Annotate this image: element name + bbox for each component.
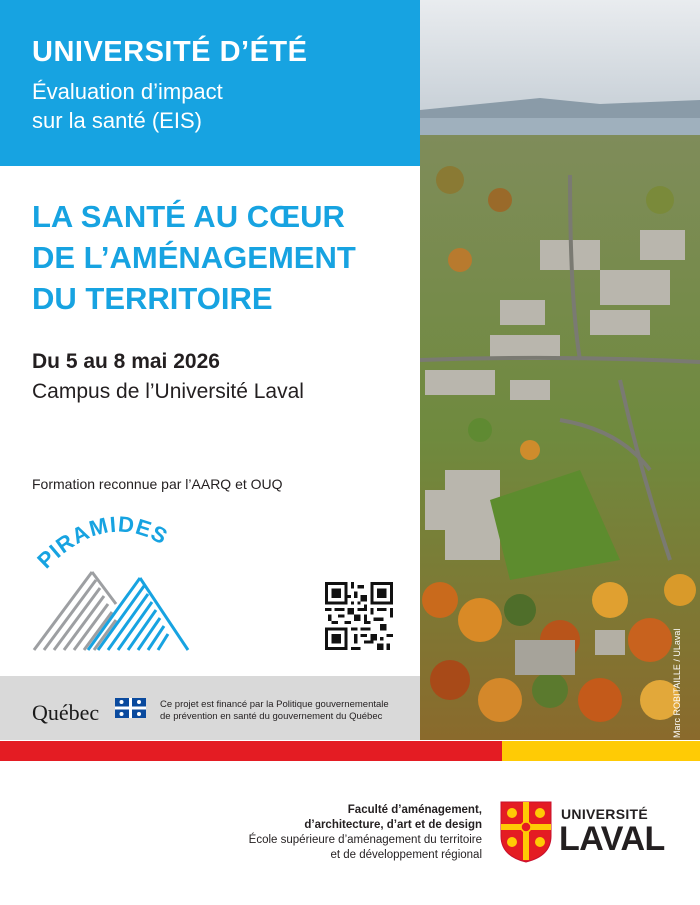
red-stripe (0, 741, 502, 761)
headline-line: DE L’AMÉNAGEMENT (32, 240, 356, 275)
faculty-name: Faculté d’aménagement, (347, 804, 482, 816)
headline-line: LA SANTÉ AU CŒUR (32, 199, 345, 234)
university-wordmark: LAVAL (559, 820, 665, 858)
subtitle-line: sur la santé (EIS) (32, 108, 202, 133)
school-name: et de développement régional (330, 849, 482, 861)
funding-line: de prévention en santé du gouvernement du Québec (160, 711, 383, 722)
yellow-stripe (502, 741, 700, 761)
school-name: École supérieure d’aménagement du territoire (248, 834, 482, 846)
photo-credit: Marc ROBITAILLE / ULaval (672, 628, 682, 738)
svg-text:PIRAMIDES (32, 511, 172, 573)
faculty-name: d’architecture, d’art et de design (304, 819, 482, 831)
headline (32, 196, 412, 319)
quebec-wordmark: Québec (32, 700, 100, 725)
ulaval-crest-icon (499, 800, 553, 864)
subtitle-line: Évaluation d’impact (32, 79, 223, 104)
logo-wordmark: PIRAMIDES (32, 511, 173, 574)
funding-statement (160, 699, 415, 723)
event-subtitle (32, 77, 412, 135)
campus-aerial-photo (420, 0, 700, 740)
event-location: Campus de l’Université Laval (32, 380, 304, 403)
funding-line: Ce projet est financé par la Politique gouvernementale (160, 699, 389, 710)
event-title: UNIVERSITÉ D’ÉTÉ (32, 36, 308, 68)
quebec-flag-icon (115, 698, 146, 718)
event-dates: Du 5 au 8 mai 2026 (32, 350, 220, 373)
accreditation-note: Formation reconnue par l’AARQ et OUQ (32, 476, 283, 492)
university-wordmark: UNIVERSITÉ (561, 806, 649, 822)
piramides-mountain-logo (28, 510, 198, 660)
qr-code[interactable] (325, 582, 393, 650)
headline-line: DU TERRITOIRE (32, 281, 273, 316)
